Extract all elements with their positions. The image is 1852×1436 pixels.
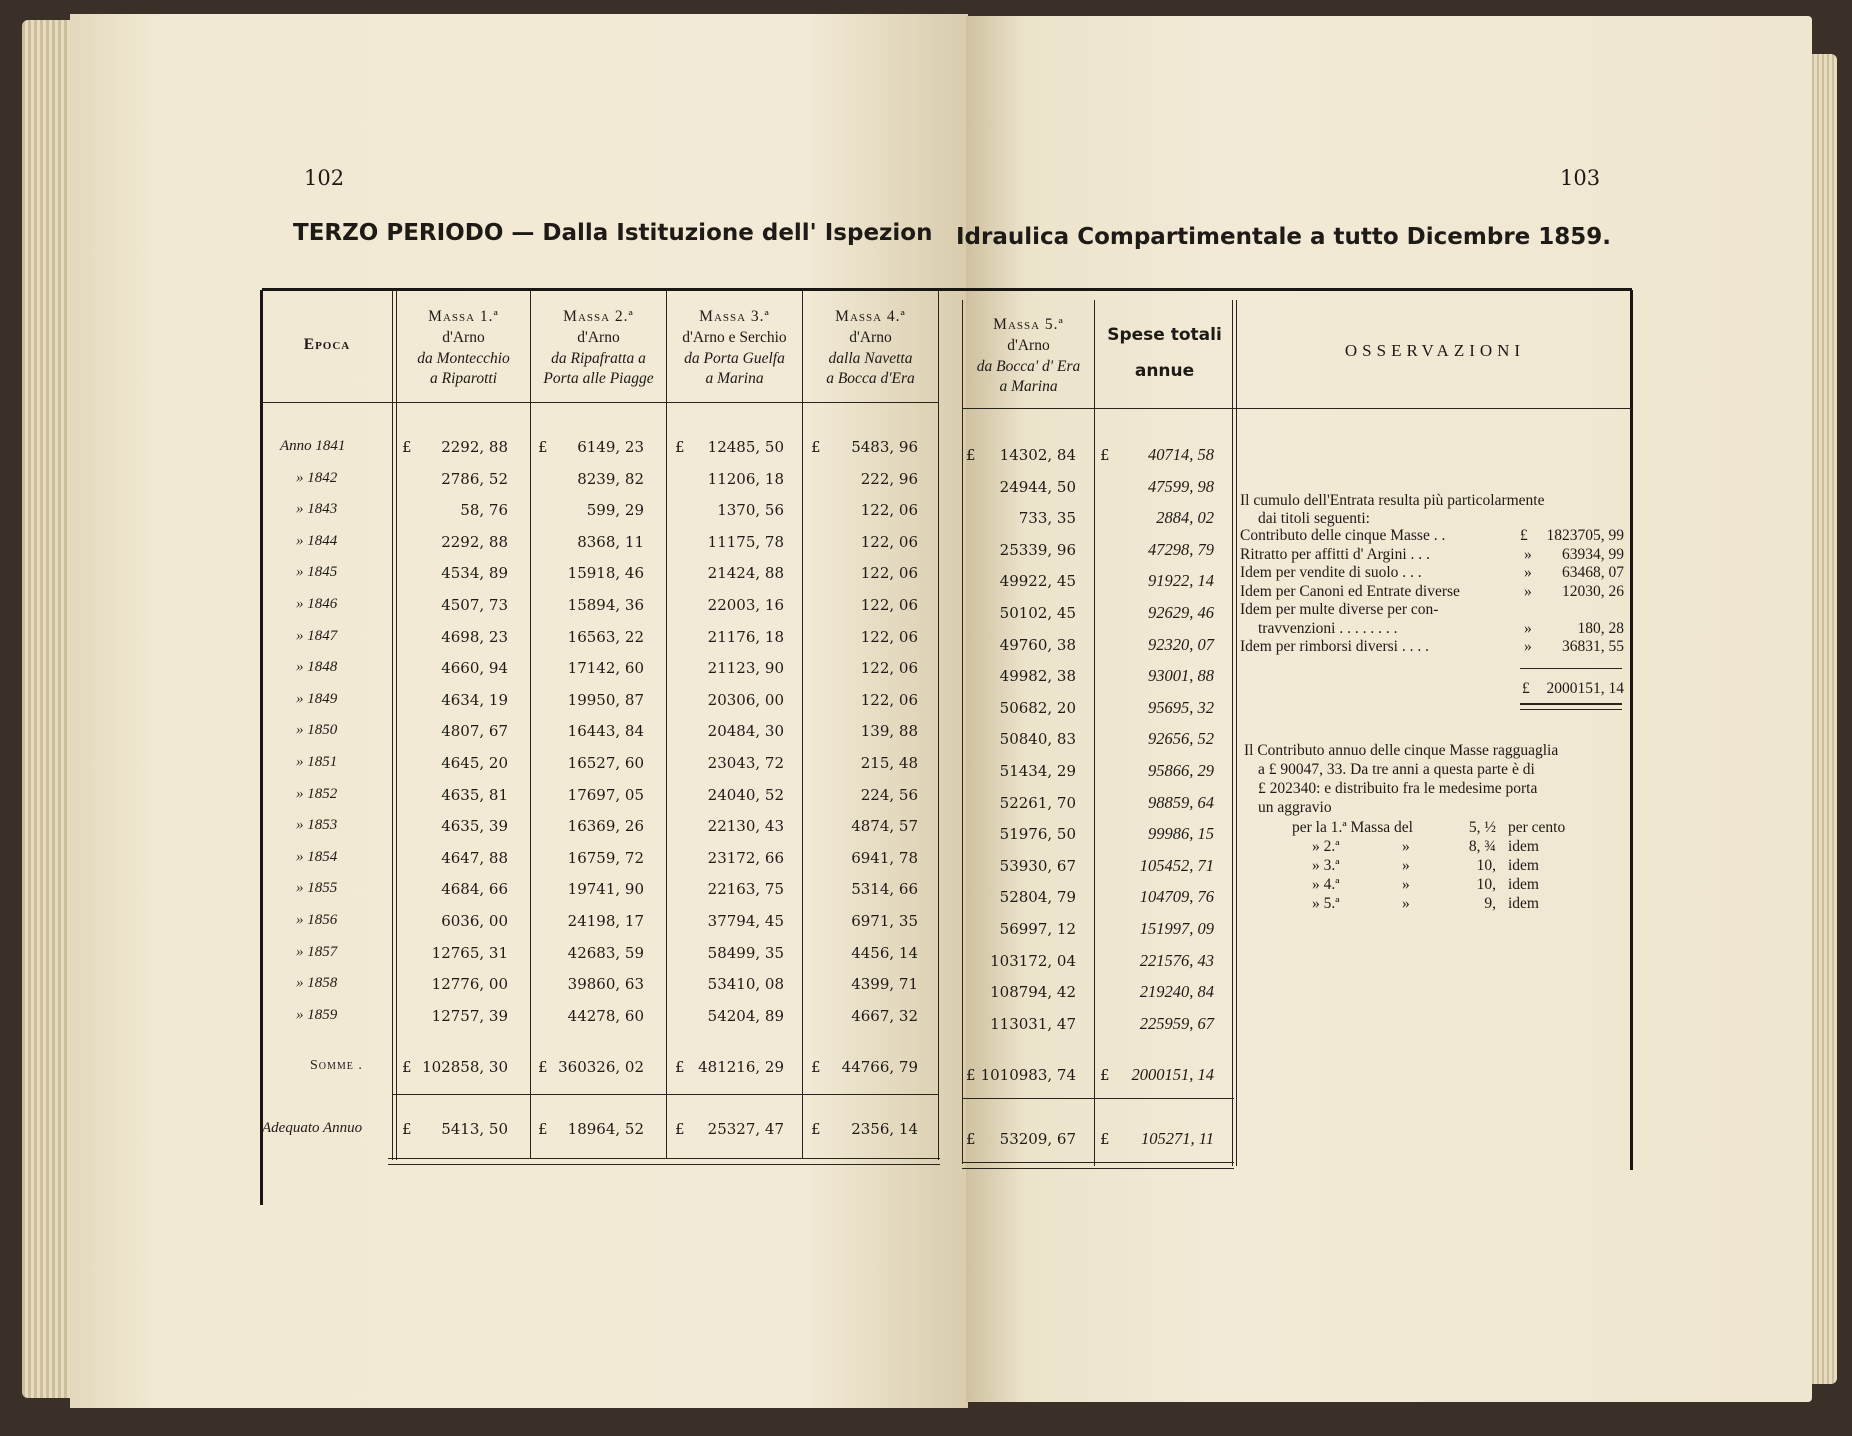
cell-m5: 733, 35 xyxy=(1018,509,1076,527)
somme-m5: 1010983, 74 xyxy=(980,1066,1076,1084)
column-rule-left-3 xyxy=(666,290,667,1158)
header-m2-to: Porta alle Piagge xyxy=(543,370,654,387)
page-number-right: 103 xyxy=(1560,166,1601,190)
cell-m2: 17142, 60 xyxy=(567,659,644,677)
distribution-label: » 5.ª xyxy=(1312,895,1340,912)
bottom-rule-left-2 xyxy=(388,1164,940,1165)
header-m2-title: Massa 2.ª xyxy=(563,308,634,325)
cell-m3: 21123, 90 xyxy=(707,659,784,677)
cell-m5: 51976, 50 xyxy=(999,825,1076,843)
row-year: » 1847 xyxy=(296,628,338,644)
row-year: » 1859 xyxy=(296,1007,338,1023)
somme-label: Somme . xyxy=(310,1058,363,1073)
cell-spese: 151997, 09 xyxy=(1139,919,1214,938)
cell-spese: 98859, 64 xyxy=(1148,793,1214,812)
distribution-label: » 2.ª xyxy=(1312,838,1340,855)
observation-item-label: Ritratto per affitti d' Argini . . . xyxy=(1240,545,1430,563)
cell-m4: 122, 06 xyxy=(860,501,918,519)
observation-total-rule xyxy=(1520,668,1622,669)
currency-symbol: £ xyxy=(675,1058,685,1076)
cell-m5: 52804, 79 xyxy=(999,888,1076,906)
cell-m5: 50840, 83 xyxy=(999,730,1076,748)
cell-m1: 2292, 88 xyxy=(441,533,508,551)
currency-symbol: £ xyxy=(811,438,821,456)
somme-m3: 481216, 29 xyxy=(698,1058,784,1076)
bottom-rule-right-2 xyxy=(962,1168,1234,1169)
cell-m4: 224, 56 xyxy=(860,786,918,804)
currency-symbol: £ xyxy=(402,1058,412,1076)
row-year: » 1856 xyxy=(296,912,338,928)
header-m4-title: Massa 4.ª xyxy=(835,308,906,325)
header-osservazioni: OSSERVAZIONI xyxy=(1344,341,1526,360)
page-title-left: TERZO PERIODO — Dalla Istituzione dell' Ispezion xyxy=(293,220,933,246)
column-rule-right-1 xyxy=(962,300,963,1164)
row-year: » 1843 xyxy=(296,501,338,517)
distribution-percent: 10, xyxy=(1476,876,1496,893)
observation-item-label: Idem per vendite di suolo . . . xyxy=(1240,564,1422,581)
observation-paragraph-line-2: a £ 90047, 33. Da tre anni a questa parte è di xyxy=(1258,761,1535,778)
cell-m2: 8368, 11 xyxy=(577,533,644,551)
header-m5-title: Massa 5.ª xyxy=(993,316,1064,333)
cell-m1: 4647, 88 xyxy=(441,849,508,867)
cell-m2: 16527, 60 xyxy=(567,754,644,772)
cell-m5: 108794, 42 xyxy=(990,983,1076,1001)
cell-m4: 4456, 14 xyxy=(851,944,918,962)
cell-m4: 4667, 32 xyxy=(851,1007,918,1025)
cell-m3: 22130, 43 xyxy=(707,817,784,835)
row-year: » 1858 xyxy=(296,975,338,991)
distribution-unit: idem xyxy=(1508,838,1539,855)
row-year: » 1848 xyxy=(296,659,338,675)
row-year: » 1854 xyxy=(296,849,338,865)
header-m1-to: a Riparotti xyxy=(429,370,498,387)
observation-item-label: travvenzioni . . . . . . . . xyxy=(1258,619,1398,637)
row-year: » 1846 xyxy=(296,596,338,612)
adeguato-m4: 2356, 14 xyxy=(851,1120,918,1138)
cell-m5: 50682, 20 xyxy=(999,699,1076,717)
cell-spese: 221576, 43 xyxy=(1139,951,1214,970)
observation-total: 2000151, 14 xyxy=(1546,680,1624,697)
page-stack-right xyxy=(1809,54,1837,1384)
cell-m1: 12757, 39 xyxy=(431,1007,508,1025)
column-rule-right-3 xyxy=(1232,300,1233,1166)
cell-m5: 14302, 84 xyxy=(999,446,1076,464)
cell-spese: 40714, 58 xyxy=(1148,445,1214,464)
bottom-rule-right xyxy=(962,1162,1234,1163)
cell-m4: 222, 96 xyxy=(860,470,918,488)
observation-item-label: Idem per multe diverse per con- xyxy=(1240,601,1439,618)
distribution-unit: idem xyxy=(1508,895,1539,912)
cell-m2: 16443, 84 xyxy=(567,722,644,740)
cell-m1: 4645, 20 xyxy=(441,754,508,772)
currency-symbol: £ xyxy=(966,446,976,464)
cell-m2: 19741, 90 xyxy=(567,880,644,898)
distribution-ditto: » xyxy=(1402,895,1410,912)
header-m3-river: d'Arno e Serchio xyxy=(682,329,787,346)
cell-m4: 5314, 66 xyxy=(851,880,918,898)
cell-m1: 4534, 89 xyxy=(441,564,508,582)
currency-symbol: £ xyxy=(402,1120,412,1138)
observation-item-label: Contributo delle cinque Masse . . xyxy=(1240,527,1446,544)
header-m2-river: d'Arno xyxy=(577,329,620,346)
cell-m1: 6036, 00 xyxy=(441,912,508,930)
somme-m2: 360326, 02 xyxy=(558,1058,644,1076)
observation-intro: Il cumulo dell'Entrata resulta più particolarmente xyxy=(1240,492,1545,509)
cell-m5: 49982, 38 xyxy=(999,667,1076,685)
cell-m4: 122, 06 xyxy=(860,628,918,646)
cell-m3: 37794, 45 xyxy=(707,912,784,930)
cell-m3: 53410, 08 xyxy=(707,975,784,993)
observation-item-value: 36831, 55 xyxy=(1562,638,1624,655)
column-rule-right-2 xyxy=(1094,300,1095,1166)
cell-m4: 139, 88 xyxy=(860,722,918,740)
currency-symbol: £ xyxy=(538,438,548,456)
cell-m2: 16563, 22 xyxy=(567,628,644,646)
cell-m4: 6971, 35 xyxy=(851,912,918,930)
cell-m5: 49760, 38 xyxy=(999,636,1076,654)
observation-item-label: Idem per rimborsi diversi . . . . xyxy=(1240,638,1429,655)
currency-symbol: £ xyxy=(811,1120,821,1138)
cell-spese: 225959, 67 xyxy=(1139,1014,1214,1033)
cell-spese: 91922, 14 xyxy=(1148,571,1214,590)
cell-m4: 5483, 96 xyxy=(851,438,918,456)
column-rule-left-1 xyxy=(396,290,397,1160)
adeguato-spese: 105271, 11 xyxy=(1140,1129,1214,1148)
cell-spese: 95866, 29 xyxy=(1148,761,1214,780)
adeguato-label: Adequato Annuo xyxy=(262,1120,363,1136)
cell-m2: 6149, 23 xyxy=(577,438,644,456)
cell-m4: 122, 06 xyxy=(860,659,918,677)
distribution-label: » 3.ª xyxy=(1312,857,1340,874)
row-year: Anno 1841 xyxy=(280,438,346,454)
distribution-ditto: » xyxy=(1402,857,1410,874)
header-m4-river: d'Arno xyxy=(849,329,892,346)
header-rule-left xyxy=(262,402,938,403)
cell-m4: 4874, 57 xyxy=(851,817,918,835)
header-m3-from: da Porta Guelfa xyxy=(684,350,785,367)
cell-m5: 49922, 45 xyxy=(999,572,1076,590)
observation-total-symbol: £ xyxy=(1522,680,1530,697)
column-rule-right-4 xyxy=(1236,300,1237,1166)
row-year: » 1849 xyxy=(296,691,338,707)
cell-m2: 17697, 05 xyxy=(567,786,644,804)
observation-total-double-rule-2 xyxy=(1520,709,1622,710)
observation-item-symbol: » xyxy=(1524,582,1532,600)
column-rule-left-4 xyxy=(802,290,803,1158)
observation-paragraph-line-1: Il Contributo annuo delle cinque Masse ragguaglia xyxy=(1244,742,1559,759)
currency-symbol: £ xyxy=(1100,1066,1110,1084)
cell-m3: 58499, 35 xyxy=(707,944,784,962)
row-year: » 1851 xyxy=(296,754,338,770)
somme-rule xyxy=(392,1094,938,1095)
row-year: » 1855 xyxy=(296,880,338,896)
header-m1-title: Massa 1.ª xyxy=(428,308,499,325)
cell-m3: 23043, 72 xyxy=(707,754,784,772)
cell-m1: 58, 76 xyxy=(460,501,508,519)
row-year: » 1852 xyxy=(296,786,338,802)
distribution-percent: 9, xyxy=(1484,895,1496,912)
row-year: » 1853 xyxy=(296,817,338,833)
cell-m4: 122, 06 xyxy=(860,564,918,582)
cell-m3: 54204, 89 xyxy=(707,1007,784,1025)
distribution-ditto: » xyxy=(1402,838,1410,855)
header-rule-right xyxy=(962,408,1632,409)
cell-m2: 15894, 36 xyxy=(567,596,644,614)
currency-symbol: £ xyxy=(675,1120,685,1138)
cell-m5: 103172, 04 xyxy=(990,952,1076,970)
header-m1-from: da Montecchio xyxy=(417,350,510,367)
distribution-unit: idem xyxy=(1508,857,1539,874)
observation-item-value: 12030, 26 xyxy=(1562,582,1624,600)
page-number-left: 102 xyxy=(304,166,345,190)
observation-item-value: 1823705, 99 xyxy=(1546,527,1624,544)
cell-m1: 4807, 67 xyxy=(441,722,508,740)
cell-spese: 92656, 52 xyxy=(1148,729,1214,748)
column-rule-left-0 xyxy=(392,290,393,1160)
adeguato-m1: 5413, 50 xyxy=(441,1120,508,1138)
cell-m4: 122, 06 xyxy=(860,691,918,709)
header-m4-to: a Bocca d'Era xyxy=(826,370,915,387)
table-top-rule-right xyxy=(940,288,1632,291)
somme-rule-right xyxy=(962,1098,1234,1099)
observation-item-symbol: » xyxy=(1524,545,1532,563)
header-spese-annue: annue xyxy=(1134,361,1195,381)
cell-m2: 15918, 46 xyxy=(567,564,644,582)
cell-m1: 12776, 00 xyxy=(431,975,508,993)
cell-m3: 21176, 18 xyxy=(707,628,784,646)
adeguato-m3: 25327, 47 xyxy=(707,1120,784,1138)
currency-symbol: £ xyxy=(1100,446,1110,464)
cell-m5: 53930, 67 xyxy=(999,857,1076,875)
cell-m4: 122, 06 xyxy=(860,596,918,614)
cell-m5: 50102, 45 xyxy=(999,604,1076,622)
currency-symbol: £ xyxy=(538,1120,548,1138)
header-m4-from: dalla Navetta xyxy=(828,350,913,367)
column-rule-right-0 xyxy=(938,290,939,1160)
adeguato-m5: 53209, 67 xyxy=(999,1130,1076,1148)
distribution-label: per la 1.ª Massa del xyxy=(1292,819,1413,836)
header-m5-river: d'Arno xyxy=(1007,337,1050,354)
cell-m3: 11175, 78 xyxy=(707,533,784,551)
observation-item-symbol: » xyxy=(1524,564,1532,581)
cell-m2: 599, 29 xyxy=(586,501,644,519)
observation-paragraph-line-3: £ 202340: e distribuito fra le medesime porta xyxy=(1258,780,1538,797)
distribution-ditto: » xyxy=(1402,876,1410,893)
cell-m5: 52261, 70 xyxy=(999,794,1076,812)
cell-m1: 4684, 66 xyxy=(441,880,508,898)
row-year: » 1857 xyxy=(296,944,338,960)
cell-m2: 16759, 72 xyxy=(567,849,644,867)
currency-symbol: £ xyxy=(675,438,685,456)
table-top-rule-left xyxy=(262,288,940,291)
header-m5-from: da Bocca' d' Era xyxy=(976,358,1081,375)
header-spese-title: Spese totali xyxy=(1107,325,1222,345)
cell-spese: 47599, 98 xyxy=(1148,477,1214,496)
cell-m5: 24944, 50 xyxy=(999,478,1076,496)
header-epoca: Epoca xyxy=(303,336,351,353)
header-m3-title: Massa 3.ª xyxy=(699,308,770,325)
cell-spese: 93001, 88 xyxy=(1148,666,1214,685)
cell-spese: 104709, 76 xyxy=(1139,887,1214,906)
cell-m5: 56997, 12 xyxy=(999,920,1076,938)
distribution-unit: idem xyxy=(1508,876,1539,893)
cell-m3: 21424, 88 xyxy=(707,564,784,582)
page-title-right: Idraulica Compartimentale a tutto Dicembre 1859. xyxy=(956,224,1612,250)
cell-spese: 99986, 15 xyxy=(1148,824,1214,843)
cell-m3: 12485, 50 xyxy=(707,438,784,456)
cell-spese: 95695, 32 xyxy=(1148,698,1214,717)
currency-symbol: £ xyxy=(811,1058,821,1076)
observation-intro-2: dai titoli seguenti: xyxy=(1258,510,1370,527)
cell-m3: 11206, 18 xyxy=(707,470,784,488)
cell-m3: 20306, 00 xyxy=(707,691,784,709)
bottom-rule-left xyxy=(388,1158,940,1159)
cell-m4: 6941, 78 xyxy=(851,849,918,867)
currency-symbol: £ xyxy=(402,438,412,456)
cell-m3: 22003, 16 xyxy=(707,596,784,614)
header-m3-to: a Marina xyxy=(705,370,764,387)
cell-m1: 4660, 94 xyxy=(441,659,508,677)
cell-m4: 4399, 71 xyxy=(851,975,918,993)
cell-m3: 24040, 52 xyxy=(707,786,784,804)
cell-m1: 4635, 81 xyxy=(441,786,508,804)
currency-symbol: £ xyxy=(538,1058,548,1076)
cell-spese: 105452, 71 xyxy=(1139,856,1214,875)
table-left-border xyxy=(260,290,263,1205)
distribution-unit: per cento xyxy=(1508,819,1566,836)
cell-m2: 19950, 87 xyxy=(567,691,644,709)
cell-m3: 20484, 30 xyxy=(707,722,784,740)
cell-spese: 47298, 79 xyxy=(1148,540,1214,559)
somme-m4: 44766, 79 xyxy=(841,1058,918,1076)
currency-symbol: £ xyxy=(966,1066,976,1084)
row-year: » 1844 xyxy=(296,533,338,549)
header-m2-from: da Ripafratta a xyxy=(551,350,646,367)
cell-m5: 25339, 96 xyxy=(999,541,1076,559)
somme-m1: 102858, 30 xyxy=(422,1058,508,1076)
cell-spese: 2884, 02 xyxy=(1156,508,1214,527)
observation-paragraph-line-4: un aggravio xyxy=(1258,799,1332,816)
cell-m3: 22163, 75 xyxy=(707,880,784,898)
currency-symbol: £ xyxy=(966,1130,976,1148)
cell-spese: 219240, 84 xyxy=(1139,982,1214,1001)
cell-m1: 4634, 19 xyxy=(441,691,508,709)
cell-m2: 8239, 82 xyxy=(577,470,644,488)
table-right-border xyxy=(1630,290,1633,1170)
header-m1-river: d'Arno xyxy=(442,329,485,346)
observation-item-value: 63934, 99 xyxy=(1562,545,1624,563)
distribution-percent: 10, xyxy=(1476,857,1496,874)
cell-m1: 4698, 23 xyxy=(441,628,508,646)
cell-m2: 42683, 59 xyxy=(567,944,644,962)
adeguato-m2: 18964, 52 xyxy=(567,1120,644,1138)
observation-item-label: Idem per Canoni ed Entrate diverse xyxy=(1240,582,1460,600)
somme-spese: 2000151, 14 xyxy=(1131,1065,1214,1084)
observation-total-double-rule xyxy=(1520,703,1622,705)
observation-item-value: 180, 28 xyxy=(1577,619,1624,637)
currency-symbol: £ xyxy=(1100,1130,1110,1148)
cell-m1: 12765, 31 xyxy=(431,944,508,962)
distribution-percent: 8, ¾ xyxy=(1468,838,1496,855)
cell-m2: 16369, 26 xyxy=(567,817,644,835)
distribution-percent: 5, ½ xyxy=(1468,819,1496,836)
distribution-label: » 4.ª xyxy=(1312,876,1340,893)
cell-m2: 24198, 17 xyxy=(567,912,644,930)
observation-item-symbol: » xyxy=(1524,638,1532,655)
cell-m5: 51434, 29 xyxy=(999,762,1076,780)
header-m5-to: a Marina xyxy=(999,378,1058,395)
cell-m1: 2292, 88 xyxy=(441,438,508,456)
cell-m4: 215, 48 xyxy=(860,754,918,772)
cell-m1: 2786, 52 xyxy=(441,470,508,488)
cell-m2: 44278, 60 xyxy=(567,1007,644,1025)
column-rule-left-2 xyxy=(530,290,531,1158)
cell-m4: 122, 06 xyxy=(860,533,918,551)
cell-m3: 23172, 66 xyxy=(707,849,784,867)
cell-spese: 92320, 07 xyxy=(1148,635,1214,654)
row-year: » 1845 xyxy=(296,564,338,580)
row-year: » 1850 xyxy=(296,722,338,738)
cell-m3: 1370, 56 xyxy=(717,501,784,519)
observation-item-symbol: » xyxy=(1524,619,1532,637)
observation-item-value: 63468, 07 xyxy=(1562,564,1624,581)
cell-m5: 113031, 47 xyxy=(990,1015,1076,1033)
cell-spese: 92629, 46 xyxy=(1148,603,1214,622)
cell-m2: 39860, 63 xyxy=(567,975,644,993)
observation-item-symbol: £ xyxy=(1520,527,1528,544)
row-year: » 1842 xyxy=(296,470,338,486)
cell-m1: 4507, 73 xyxy=(441,596,508,614)
cell-m1: 4635, 39 xyxy=(441,817,508,835)
